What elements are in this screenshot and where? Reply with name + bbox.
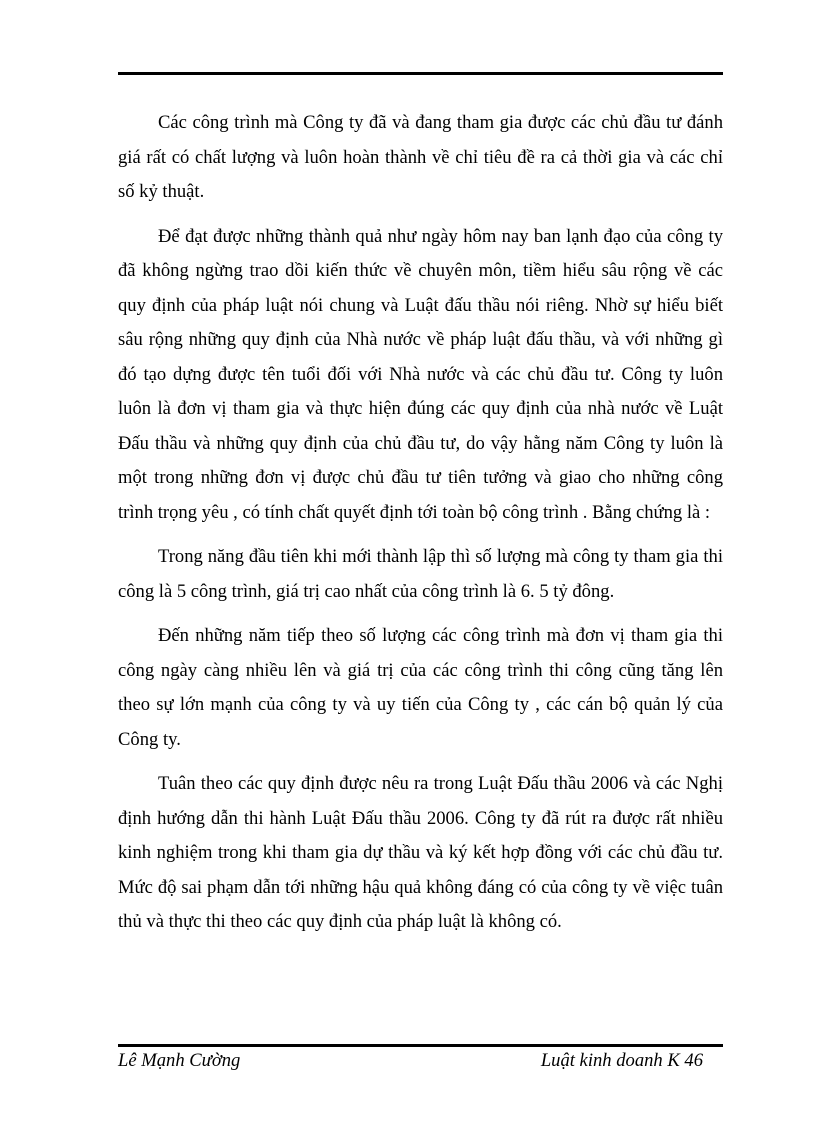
- paragraph-4: Đến những năm tiếp theo số lượng các công trình mà đơn vị tham gia thi công ngày càng nhiều lên và giá trị của các công trình thi công cũng tăng lên theo sự lớn mạnh của công ty và uy tiến của Công ty , các cán bộ quản lý của Công ty.: [118, 625, 723, 750]
- document-body: [118, 106, 723, 950]
- footer-course: Luật kinh doanh K 46: [540, 1050, 703, 1071]
- paragraph-2: Để đạt được những thành quả như ngày hôm nay ban lạnh đạo của công ty đã không ngừng trao dồi kiến thức về chuyên môn, tiềm hiểu sâu rộng về các quy định của pháp luật nói chung và Luật đấu thầu nói riêng. Nhờ sự hiểu biết sâu rộng những quy định của Nhà nước về pháp luật đấu thầu, và với những gì đó tạo dựng được tên tuổi đối với Nhà nước và các chủ đầu tư. Công ty luôn luôn là đơn vị tham gia và thực hiện đúng các quy định của nhà nước về Luật Đấu thầu và những quy định của chủ đầu tư, do vậy hằng năm Công ty luôn là một trong những đơn vị được chủ đầu tư tiên tưởng và giao cho những công trình trọng yêu , có tính chất quyết định tới toàn bộ công trình . Bằng chứng là :: [118, 225, 723, 523]
- header-rule: [118, 72, 723, 75]
- footer-author: Lê Mạnh Cường: [118, 1050, 241, 1071]
- paragraph-3: Trong năng đầu tiên khi mới thành lập thì số lượng mà công ty tham gia thi công là 5 công trình, giá trị cao nhất của công trình là 6. 5 tỷ đông.: [118, 546, 723, 602]
- footer-rule: [118, 1044, 723, 1047]
- paragraph-5: Tuân theo các quy định được nêu ra trong Luật Đấu thầu 2006 và các Nghị định hướng dẫn thi hành Luật Đấu thầu 2006. Công ty đã rút ra được rất nhiều kinh nghiệm trong khi tham gia dự thầu và ký kết hợp đồng với các chủ đầu tư. Mức độ sai phạm dẫn tới những hậu quả không đáng có của công ty về việc tuân thủ và thực thi theo các quy định của pháp luật là không có.: [118, 773, 723, 932]
- paragraph-1: Các công trình mà Công ty đã và đang tham gia được các chủ đầu tư đánh giá rất có chất lượng và luôn hoàn thành về chỉ tiêu đề ra cả thời gia và các chỉ số kỷ thuật.: [118, 112, 723, 202]
